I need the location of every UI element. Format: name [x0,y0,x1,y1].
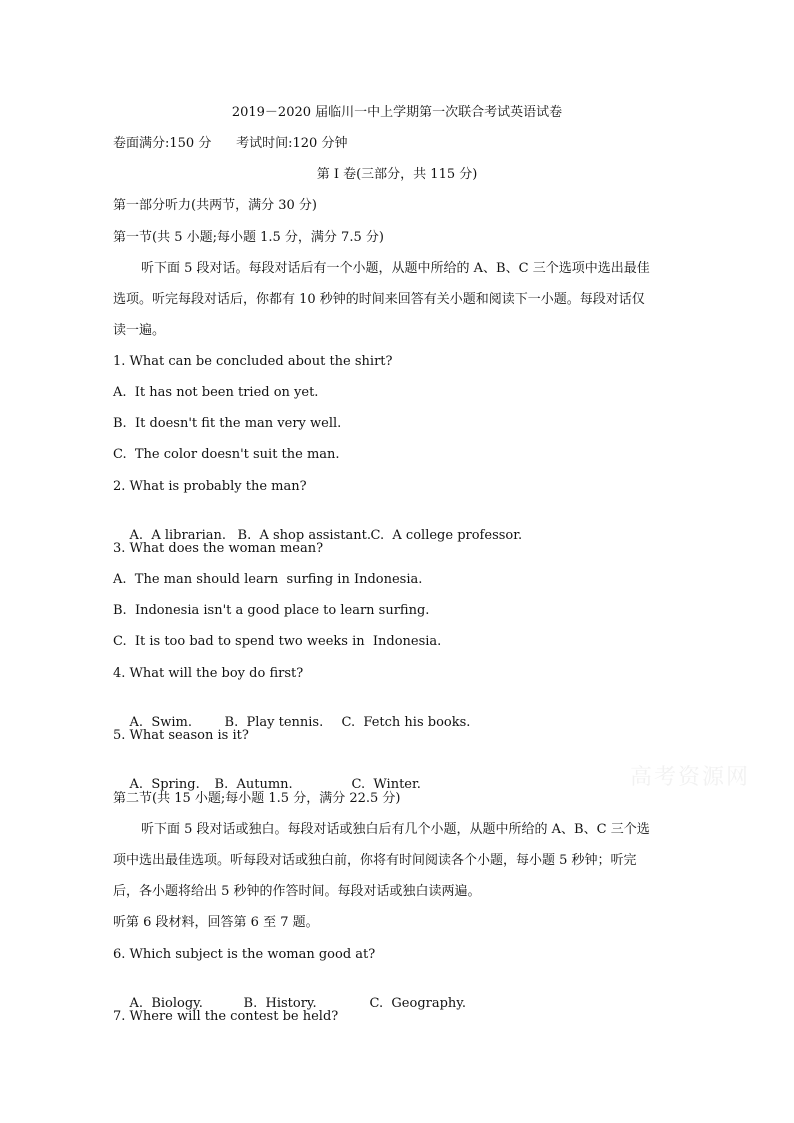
volume-heading: 第 I 卷(三部分，共 115 分) [316,167,478,182]
option-c: C. It is too bad to spend two weeks in Indonesia. [113,634,442,649]
option-a: A. Biology. [129,996,203,1011]
part1-heading: 第一部分听力(共两节，满分 30 分) [113,198,317,213]
option-c: C. Fetch his books. [341,715,471,730]
section1-heading: 第一节(共 5 小题;每小题 1.5 分，满分 7.5 分) [113,230,384,245]
section1-instruction-line: 读一遍。 [113,323,166,338]
option-a: A. The man should learn surfing in Indonesia. [113,572,423,587]
section2-instruction-line: 后，各小题将给出 5 秒钟的作答时间。每段对话或独白读两遍。 [113,884,481,899]
exam-title: 2019－2020 届临川一中上学期第一次联合考试英语试卷 [231,105,563,120]
option-a: A. It has not been tried on yet. [113,385,319,400]
section2-instruction-line: 听下面 5 段对话或独白。每段对话或独白后有几个小题，从题中所给的 A、B、C 三个选 [141,822,650,837]
question-stem: 6. Which subject is the woman good at? [113,947,376,962]
option-b: B. It doesn't fit the man very well. [113,416,342,431]
option-b: B. Play tennis. [224,715,324,730]
score-time-line: 卷面满分:150 分 考试时间:120 分钟 [113,136,348,151]
option-c: C. Geography. [369,996,467,1011]
option-c: C. Winter. [351,777,421,792]
option-b: B. Indonesia isn't a good place to learn surfing. [113,603,430,618]
option-b: B. History. [243,996,317,1011]
option-c: C. A college professor. [370,528,523,543]
section1-instruction-line: 选项。听完每段对话后，你都有 10 秒钟的时间来回答有关小题和阅读下一小题。每段对话仅 [113,292,645,307]
section2-heading: 第二节(共 15 小题;每小题 1.5 分，满分 22.5 分) [113,791,401,806]
option-c: C. The color doesn't suit the man. [113,447,340,462]
question-stem: 2. What is probably the man? [113,479,307,494]
option-a: A. Spring. [129,777,200,792]
question-stem: 3. What does the woman mean? [113,541,324,556]
option-a: A. A librarian. [129,528,227,543]
material-instruction: 听第 6 段材料，回答第 6 至 7 题。 [113,915,319,930]
section1-instruction-line: 听下面 5 段对话。每段对话后有一个小题，从题中所给的 A、B、C 三个选项中选出最佳 [141,261,650,276]
question-stem: 1. What can be concluded about the shirt? [113,354,393,369]
watermark: 高考资源网 [630,765,751,790]
question-stem: 4. What will the boy do first? [113,666,304,681]
question-stem: 5. What season is it? [113,728,249,743]
question-stem: 7. Where will the contest be held? [113,1009,339,1024]
section2-instruction-line: 项中选出最佳选项。听每段对话或独白前，你将有时间阅读各个小题，每小题 5 秒钟；听完 [113,853,637,868]
option-b: B. A shop assistant. [237,528,371,543]
option-b: B. Autumn. [214,777,293,792]
option-a: A. Swim. [129,715,192,730]
